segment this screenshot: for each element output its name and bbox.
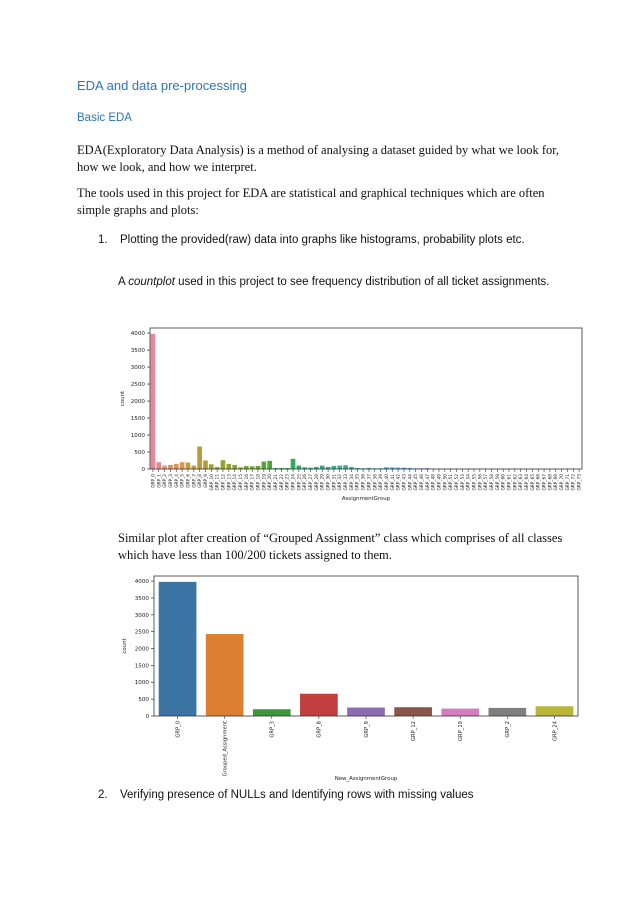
x-tick-label: GRP_45 — [414, 474, 420, 491]
x-tick-label: GRP_2 — [505, 721, 512, 738]
x-tick-label: GRP_37 — [367, 474, 373, 491]
y-axis-label: count — [120, 390, 126, 407]
x-tick-label: GRP_16 — [244, 474, 250, 491]
x-tick-label: GRP_72 — [571, 474, 577, 491]
x-tick-label: GRP_49 — [437, 474, 443, 491]
x-tick-label: GRP_8 — [316, 721, 323, 738]
bar — [536, 706, 574, 716]
bar — [291, 459, 296, 469]
y-tick-label: 0 — [141, 466, 145, 473]
grouped-countplot-chart — [110, 572, 590, 784]
x-tick-label: GRP_36 — [361, 474, 367, 491]
x-tick-label: GRP_12 — [221, 474, 227, 491]
x-tick-label: GRP_62 — [513, 474, 519, 491]
x-tick-label: GRP_24 — [291, 474, 297, 491]
x-tick-label: GRP_63 — [519, 474, 525, 491]
x-axis-label: AssignmentGroup — [341, 496, 391, 502]
x-tick-label: GRP_69 — [554, 474, 560, 491]
x-tick-label: GRP_53 — [460, 474, 466, 491]
x-tick-label: GRP_73 — [577, 474, 583, 491]
bar — [156, 462, 161, 469]
bar — [162, 466, 167, 469]
x-tick-label: GRP_18 — [256, 474, 262, 491]
x-tick-label: GRP_59 — [495, 474, 501, 491]
x-tick-label: GRP_64 — [525, 474, 531, 491]
y-tick-label: 0 — [145, 713, 149, 720]
x-tick-label: GRP_70 — [560, 474, 566, 491]
x-tick-label: GRP_57 — [484, 474, 490, 491]
x-tick-label: GRP_10 — [209, 474, 215, 491]
x-axis-label: New_AssignmentGroup — [334, 776, 398, 782]
x-tick-label: GRP_56 — [478, 474, 484, 491]
bar — [168, 465, 173, 469]
x-tick-label: GRP_48 — [431, 474, 437, 491]
x-tick-label: GRP_19 — [458, 721, 465, 741]
x-tick-label: GRP_67 — [542, 474, 548, 491]
x-tick-label: GRP_61 — [507, 474, 513, 491]
note-text: used in this project to see frequency distribution of all ticket assignments. — [174, 276, 550, 288]
y-tick-label: 1000 — [134, 680, 149, 687]
x-tick-label: GRP_52 — [454, 474, 460, 491]
bar — [488, 708, 526, 716]
bar — [253, 709, 291, 716]
x-tick-label: GRP_0 — [151, 474, 157, 488]
x-tick-label: GRP_0 — [175, 721, 182, 738]
bar — [203, 461, 208, 469]
x-tick-label: GRP_21 — [274, 474, 280, 491]
y-tick-label: 2500 — [130, 382, 145, 389]
y-tick-label: 1500 — [134, 663, 149, 670]
bar — [394, 707, 432, 716]
x-tick-label: GRP_30 — [326, 474, 332, 491]
x-tick-label: GRP_2 — [163, 474, 169, 488]
intro-paragraph: EDA(Exploratory Data Analysis) is a method of analysing a dataset guided by what we look for, how we look, and how we interpret. — [77, 143, 560, 174]
bar — [332, 466, 337, 469]
x-tick-label: GRP_9 — [203, 474, 209, 488]
y-tick-label: 4000 — [130, 331, 145, 338]
y-tick-label: 3500 — [134, 595, 149, 602]
x-tick-label: GRP_68 — [548, 474, 554, 491]
x-tick-label: GRP_19 — [262, 474, 268, 491]
x-tick-label: GRP_65 — [530, 474, 536, 491]
y-tick-label: 1500 — [130, 415, 145, 422]
x-tick-label: GRP_66 — [536, 474, 542, 491]
x-tick-label: GRP_3 — [168, 474, 174, 488]
x-tick-label: GRP_13 — [227, 474, 233, 491]
x-tick-label: GRP_22 — [279, 474, 285, 491]
x-tick-label: GRP_58 — [490, 474, 496, 491]
x-tick-label: GRP_71 — [565, 474, 571, 491]
x-tick-label: GRP_15 — [238, 474, 244, 491]
x-tick-label: GRP_40 — [384, 474, 390, 491]
x-tick-label: GRP_39 — [379, 474, 385, 491]
bar — [159, 582, 197, 716]
plot-frame — [150, 328, 582, 469]
x-tick-label: GRP_24 — [552, 721, 559, 741]
x-tick-label: GRP_25 — [297, 474, 303, 491]
countplot-chart — [110, 322, 590, 507]
x-tick-label: GRP_60 — [501, 474, 507, 491]
x-tick-label: GRP_47 — [425, 474, 431, 491]
bar — [320, 466, 325, 469]
y-tick-label: 1000 — [130, 432, 145, 439]
x-tick-label: GRP_29 — [320, 474, 326, 491]
x-tick-label: GRP_7 — [192, 474, 198, 488]
list-text: Verifying presence of NULLs and Identifying rows with missing values — [120, 789, 474, 801]
bar — [232, 465, 237, 469]
x-tick-label: GRP_35 — [355, 474, 361, 491]
y-tick-label: 500 — [134, 449, 145, 456]
x-tick-label: GRP_17 — [250, 474, 256, 491]
x-tick-label: GRP_8 — [198, 474, 204, 488]
list-number: 1. — [98, 234, 108, 246]
y-tick-label: 4000 — [134, 579, 149, 586]
x-tick-label: GRP_12 — [410, 721, 417, 741]
list-text: Plotting the provided(raw) data into graphs like histograms, probability plots etc. — [120, 234, 525, 246]
bar — [180, 462, 185, 469]
x-tick-label: GRP_38 — [373, 474, 379, 491]
x-tick-label: GRP_6 — [186, 474, 192, 488]
bar — [206, 634, 244, 716]
bar — [262, 462, 267, 469]
x-tick-label: GRP_4 — [174, 474, 180, 488]
x-tick-label: GRP_50 — [443, 474, 449, 491]
bar — [191, 466, 196, 469]
bar — [221, 460, 226, 469]
x-tick-label: GRP_1 — [157, 474, 163, 488]
x-tick-label: GRP_20 — [268, 474, 274, 491]
x-tick-label: GRP_28 — [314, 474, 320, 491]
x-tick-label: GRP_5 — [180, 474, 186, 488]
bar — [174, 464, 179, 469]
x-tick-label: Grouped_Assignment — [222, 721, 229, 777]
bar — [186, 463, 191, 469]
y-tick-label: 2500 — [134, 629, 149, 636]
y-tick-label: 2000 — [134, 646, 149, 653]
x-tick-label: GRP_11 — [215, 474, 221, 491]
bar — [343, 465, 348, 469]
note-emphasis: countplot — [128, 276, 175, 288]
bar — [226, 464, 231, 469]
x-tick-label: GRP_42 — [396, 474, 402, 491]
y-tick-label: 3000 — [130, 365, 145, 372]
y-tick-label: 500 — [138, 697, 149, 704]
list-number: 2. — [98, 789, 108, 801]
bar — [197, 447, 202, 469]
bar — [300, 694, 338, 716]
bar — [297, 466, 302, 469]
bar — [347, 708, 385, 716]
x-tick-label: GRP_46 — [419, 474, 425, 491]
x-tick-label: GRP_43 — [402, 474, 408, 491]
y-tick-label: 3500 — [130, 348, 145, 355]
bar — [250, 466, 255, 469]
bar — [209, 464, 214, 469]
x-tick-label: GRP_55 — [472, 474, 478, 491]
x-tick-label: GRP_23 — [285, 474, 291, 491]
x-tick-label: GRP_32 — [338, 474, 344, 491]
y-tick-label: 2000 — [130, 399, 145, 406]
section-heading: EDA and data pre-processing — [77, 78, 247, 93]
x-tick-label: GRP_27 — [309, 474, 315, 491]
grouped-note: Similar plot after creation of “Grouped Assignment” class which comprises of all classes which have less than 100/200 tickets assigned to them. — [118, 531, 563, 562]
x-tick-label: GRP_14 — [233, 474, 239, 491]
x-tick-label: GRP_51 — [449, 474, 455, 491]
x-tick-label: GRP_3 — [269, 721, 276, 738]
bar — [256, 466, 261, 469]
subsection-heading: Basic EDA — [77, 112, 132, 124]
bar — [151, 334, 156, 469]
x-tick-label: GRP_44 — [408, 474, 414, 491]
y-axis-label: count — [122, 638, 128, 654]
x-tick-label: GRP_9 — [363, 721, 370, 738]
x-tick-label: GRP_26 — [303, 474, 309, 491]
bar — [267, 461, 272, 469]
x-tick-label: GRP_34 — [349, 474, 355, 491]
x-tick-label: GRP_41 — [390, 474, 396, 491]
y-tick-label: 3000 — [134, 612, 149, 619]
note-text: A — [118, 276, 129, 288]
x-tick-label: GRP_54 — [466, 474, 472, 491]
countplot-note — [118, 274, 558, 291]
list-item-2 — [98, 789, 473, 801]
x-tick-label: GRP_33 — [344, 474, 350, 491]
x-tick-label: GRP_31 — [332, 474, 338, 491]
list-item-1 — [98, 234, 525, 246]
bar — [337, 466, 342, 469]
tools-paragraph: The tools used in this project for EDA are statistical and graphical techniques which are often simple graphs and plots: — [77, 186, 545, 217]
bar — [441, 709, 479, 716]
bar — [244, 466, 249, 469]
